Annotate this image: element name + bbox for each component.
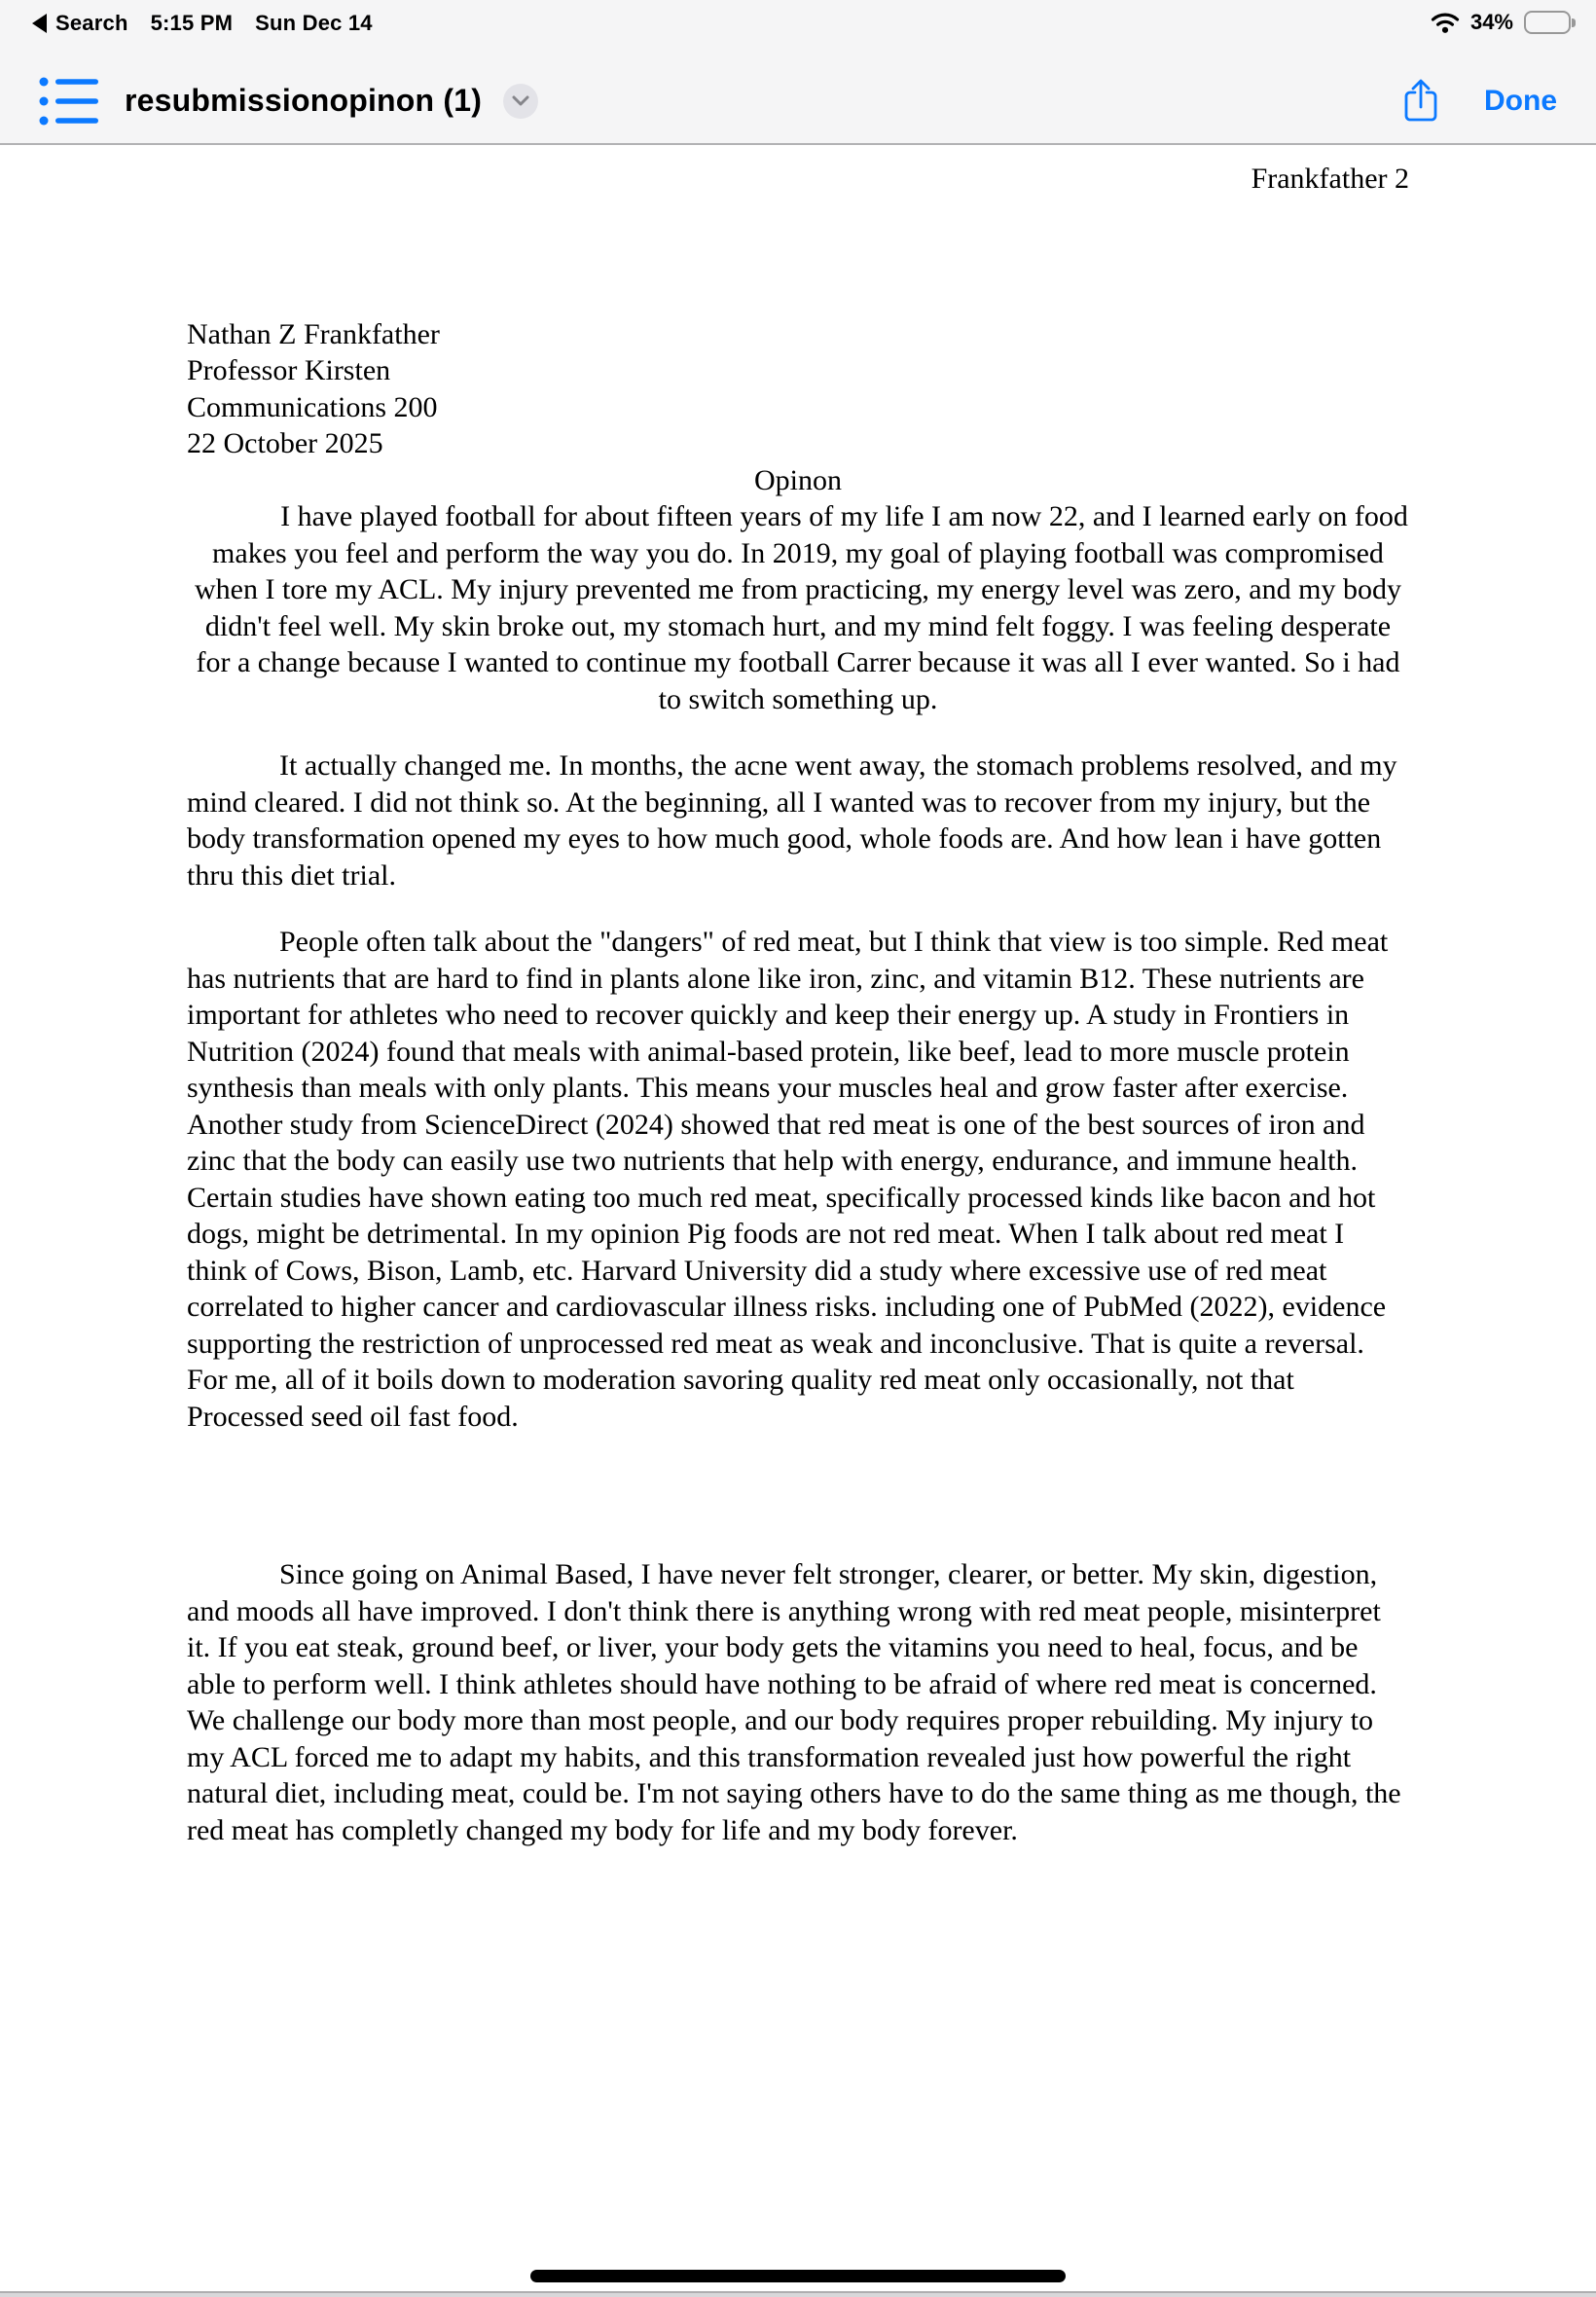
heading-line-author[interactable]: Nathan Z Frankfather [187,317,440,350]
clock-date: Sun Dec 14 [255,11,373,35]
wifi-icon [1431,11,1460,34]
essay-paragraph[interactable]: People often talk about the "dangers" of red meat, but I think that view is too simple. Red meat has nutrients that are hard to find in plants alone like iron, zinc, and vitamin B12. These nutrients are important for athletes who need to recover quickly and keep their energy up. A study in Frontiers in Nutrition (2024) found that meals with animal-based protein, like beef, lead to more muscle protein synthesis than meals with only plants. This means your muscles heal and grow faster after exercise. Another study from ScienceDirect (2024) showed that red meat is one of the best sources of iron and zinc that the body can easily use two nutrients that help with energy, endurance, and immune health. Certain studies have shown eating too much red meat, specifically processed kinds like bacon and hot dogs, might be detrimental. In my opinion Pig foods are not red meat. When I talk about red meat I think of Cows, Bison, Lamb, etc. Harvard University did a study where excessive use of red meat correlated to higher cancer and cardiovascular illness risks. including one of PubMed (2022), evidence supporting the restriction of unprocessed red meat as weak and inconclusive. That is quite a reversal. For me, all of it boils down to moderation savoring quality red meat only occasionally, not that Processed seed oil fast food. [187,926,1389,1433]
share-button[interactable] [1402,78,1439,125]
heading-line-professor[interactable]: Professor Kirsten [187,354,391,386]
done-button[interactable]: Done [1484,84,1557,117]
list-icon [39,75,103,128]
essay-paragraph[interactable]: Since going on Animal Based, I have never felt stronger, clearer, or better. My skin, digestion, and moods all have improved. I don't think there is anything wrong with red meat people, misinterpret it. If you eat steak, ground beef, or liver, your body gets the vitamins you need to heal, focus, and be able to perform well. I think athletes should have nothing to be afraid of where red meat is concerned. We challenge our body more than most people, and our body requires proper rebuilding. My injury to my ACL forced me to adapt my habits, and this transformation revealed just how powerful the right natural diet, including meat, could be. I'm not saying others have to do the same thing as me though, the red meat has completly changed my body for life and my body forever. [187,1558,1401,1846]
back-label: Search [55,11,128,35]
mla-heading-block[interactable] [187,316,1409,462]
home-indicator[interactable] [530,2270,1066,2282]
clock-time: 5:15 PM [150,11,234,35]
essay-paragraph[interactable]: It actually changed me. In months, the acne went away, the stomach problems resolved, and my mind cleared. I did not think so. At the beginning, all I wanted was to recover from my injury, but the body transformation opened my eyes to how much good, whole foods are. And how lean i have gotten thru this diet trial. [187,749,1397,892]
essay-paragraph[interactable]: I have played football for about fifteen years of my life I am now 22, and I learned early on food makes you feel and perform the way you do. In 2019, my goal of playing football was compromised when I tore my ACL. My injury prevented me from practicing, my energy level was zero, and my body didn't feel well. My skin broke out, my stomach hurt, and my mind felt foggy. I was feeling desperate for a change because I wanted to continue my football Carrer because it was all I ever wanted. So i had to switch something up. [195,500,1408,715]
page-header[interactable]: Frankfather 2 [1251,163,1409,195]
document-title: resubmissionopinon (1) [125,83,483,118]
toolbar [0,58,1596,145]
heading-line-course[interactable]: Communications 200 [187,390,438,423]
heading-line-date[interactable]: 22 October 2025 [187,427,383,459]
status-bar [0,0,1596,58]
back-to-search-button[interactable] [32,11,128,36]
contents-list-button[interactable] [39,75,103,128]
back-icon [32,14,47,33]
title-menu-button[interactable] [503,84,538,119]
chevron-down-icon [512,95,529,106]
share-icon [1402,78,1439,125]
battery-percent: 34% [1469,10,1513,34]
battery-icon [1524,11,1571,34]
essay-title[interactable]: Opinon [754,463,842,496]
page-bottom-edge [0,2291,1596,2297]
document-page[interactable] [0,145,1596,2291]
